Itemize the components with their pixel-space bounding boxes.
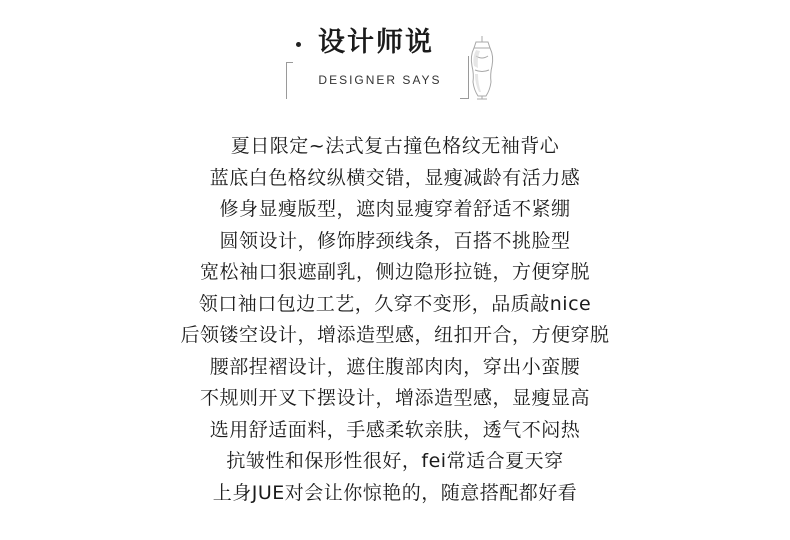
description-line: 夏日限定~法式复古撞色格纹无袖背心 [230, 135, 560, 157]
frame-corner-left [286, 62, 293, 99]
page-title: 设计师说 [318, 27, 434, 58]
description-line: 上身JUE对会让你惊艳的，随意搭配都好看 [212, 481, 578, 504]
description-text [0, 131, 790, 509]
description-line: 领口袖口包边工艺，久穿不变形，品质敲nice [198, 292, 592, 315]
mannequin-icon [466, 34, 504, 100]
designer-says-header [0, 0, 790, 120]
description-line: 腰部捏褶设计，遮住腹部肉肉，穿出小蛮腰 [209, 355, 581, 378]
description-line: 蓝底白色格纹纵横交错，显瘦减龄有活力感 [209, 166, 581, 189]
description-line: 宽松袖口狠遮副乳，侧边隐形拉链，方便穿脱 [199, 261, 590, 283]
description-line: 圆领设计，修饰脖颈线条，百搭不挑脸型 [219, 229, 571, 252]
description-line: 后领镂空设计，增添造型感，纽扣开合，方便穿脱 [180, 324, 610, 346]
description-line: 选用舒适面料，手感柔软亲肤，透气不闷热 [209, 418, 581, 441]
description-line: 修身显瘦版型，遮肉显瘦穿着舒适不紧绷 [219, 198, 571, 220]
page-subtitle: DESIGNER SAYS [318, 73, 442, 87]
description-line: 不规则开叉下摆设计，增添造型感，显瘦显高 [199, 387, 590, 409]
bullet-dot [296, 42, 301, 47]
description-line: 抗皱性和保形性很好，fei常适合夏天穿 [226, 450, 564, 472]
